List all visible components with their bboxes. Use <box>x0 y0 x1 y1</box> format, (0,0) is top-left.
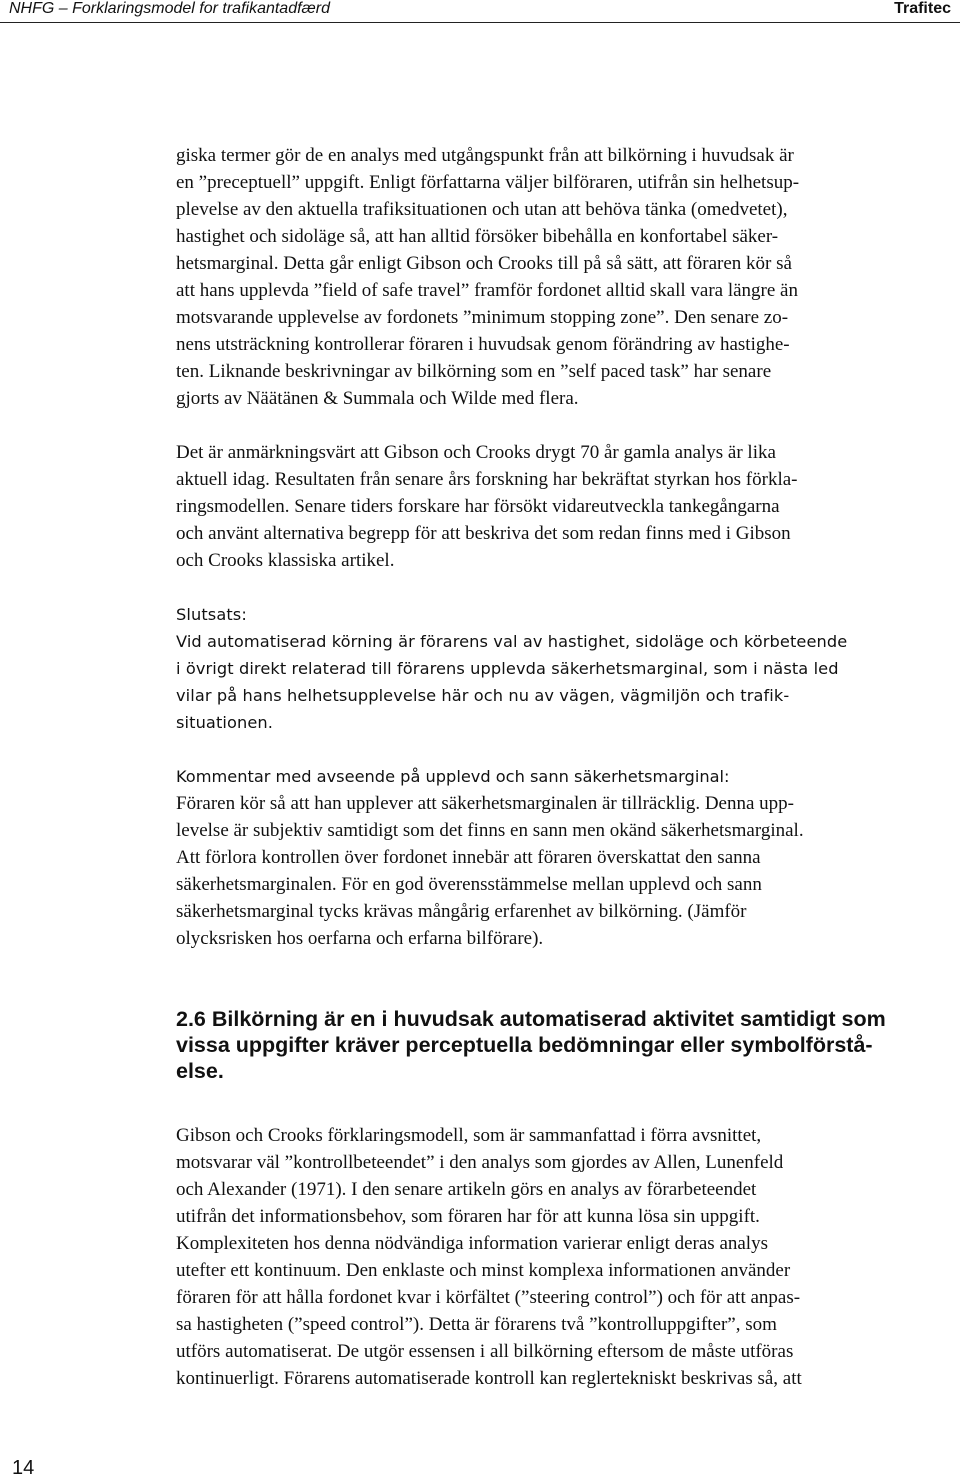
kommentar-text: Föraren kör så att han upplever att säkerhetsmarginalen är tillräcklig. Denna upp- levelse är subjektiv samtidigt som det finns en sann men okänd säkerhetsmarginal. Att förlora kontrollen över fordonet innebär att föraren överskattat den sanna säkerhetsmarginalen. För en god överensstämmelse mellan upplevd och sann säkerhetsmarginal tycks krävas mångårig erfarenhet av bilkörning. (Jämför olycksrisken hos oerfarna och erfarna bilförare). <box>176 793 804 949</box>
slutsats-label: Slutsats: <box>176 605 247 624</box>
page-header <box>0 0 960 24</box>
section-heading: 2.6 Bilkörning är en i huvudsak automatiserad aktivitet samtidigt som vissa uppgifter kräver perceptuella bedömningar eller symbolförstå- else. <box>176 1007 886 1083</box>
page-body <box>176 142 952 1392</box>
paragraph-gibson-crooks-analysis: giska termer gör de en analys med utgångspunkt från att bilkörning i huvudsak är en ”preceptuell” uppgift. Enligt författarna väljer bilföraren, utifrån sin helhetsup- plevelse av den aktuella trafiksituationen och utan att behöva tänka (omedvetet), hastighet och sidoläge så, att han alltid försöker bibehålla en konfortabel säker- hetsmarginal. Detta går enligt Gibson och Crooks till på så sätt, att föraren kör så att hans upplevda ”field of safe travel” framför fordonet alltid skall vara längre än motsvarande upplevelse av fordonets ”minimum stopping zone”. Den senare zo- nens utsträckning kontrollerar föraren i huvudsak genom förändring av hastighe- ten. Liknande beskrivningar av bilkörning som en ”self paced task” har senare gjorts av Näätänen & Summala och Wilde med flera. <box>176 145 800 409</box>
header-divider <box>0 22 960 23</box>
kommentar-label: Kommentar med avseende på upplevd och sann säkerhetsmarginal: <box>176 767 730 786</box>
slutsats-block <box>176 601 952 736</box>
header-organization: Trafitec <box>894 0 951 17</box>
kommentar-block <box>176 763 952 952</box>
slutsats-text: Vid automatiserad körning är förarens val av hastighet, sidoläge och körbeteende i övrigt direkt relaterad till förarens upplevda säkerhetsmarginal, som i nästa led vilar på hans helhetsupplevelse här och nu av vägen, vägmiljön och trafik- situationen. <box>176 632 848 732</box>
paragraph-relevance: Det är anmärkningsvärt att Gibson och Crooks drygt 70 år gamla analys är lika aktuell idag. Resultaten från senare års forskning har bekräftat styrkan hos förkla- ringsmodellen. Senare tiders forskare har försökt vidareutveckla tankegångarna och använt alternativa begrepp för att beskriva det som redan finns med i Gibson och Crooks klassiska artikel. <box>176 442 798 571</box>
page-number: 14 <box>12 1457 35 1479</box>
header-document-title: NHFG – Forklaringsmodel for trafikantadfærd <box>9 0 330 17</box>
paragraph-allen-analysis: Gibson och Crooks förklaringsmodell, som är sammanfattad i förra avsnittet, motsvarar väl ”kontrollbeteendet” i den analys som gjordes av Allen, Lunenfeld och Alexander (1971). I den senare artikeln görs en analys av förarbeteendet utifrån det informationsbehov, som föraren har för att kunna lösa sin uppgift. Komplexiteten hos denna nödvändiga information varierar enligt deras analys utefter ett kontinuum. Den enklaste och minst komplexa informationen använder föraren för att hålla fordonet kvar i körfältet (”steering control”) och för att anpas- sa hastigheten (”speed control”). Detta är förarens två ”kontrolluppgifter”, som utförs automatiserat. De utgör essensen i all bilkörning eftersom de måste utföras kontinuerligt. Förarens automatiserade kontroll kan reglertekniskt beskrivas så, att <box>176 1125 802 1389</box>
